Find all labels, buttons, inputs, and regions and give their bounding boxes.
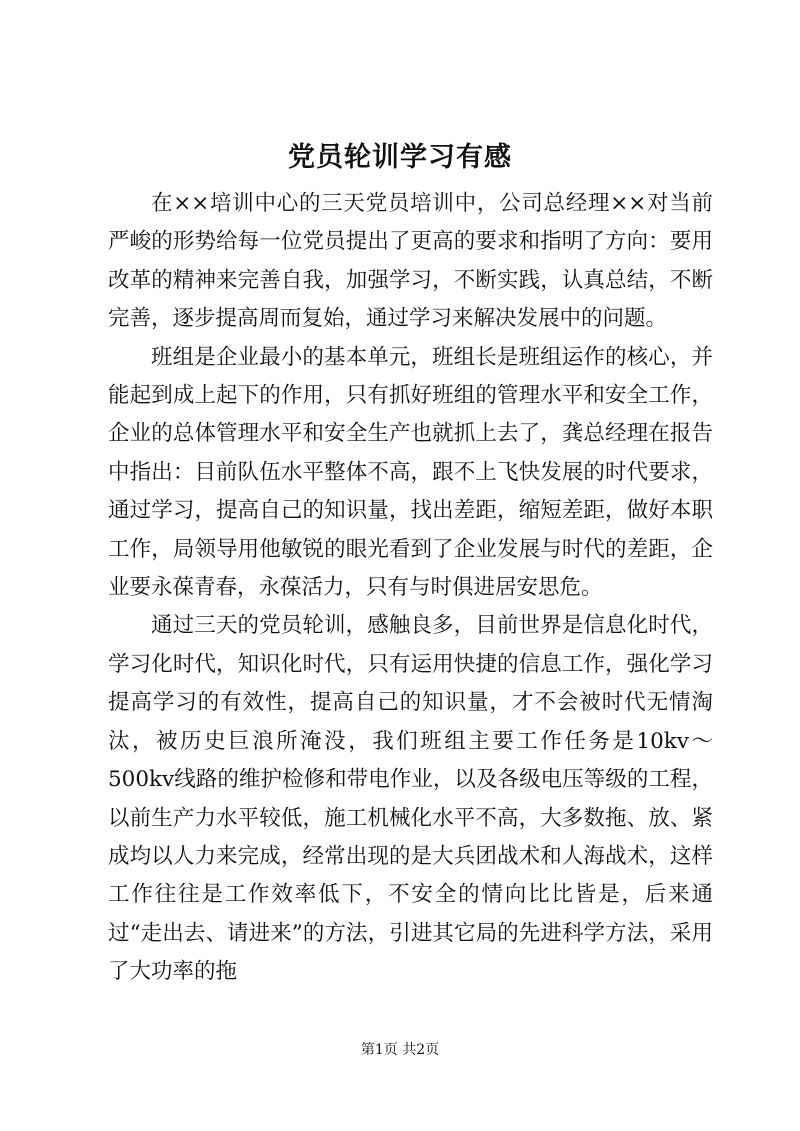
paragraph-1: 在××培训中心的三天党员培训中，公司总经理××对当前严峻的形势给每一位党员提出了更高的要求和指明了方向：要用改革的精神来完善自我，加强学习，不断实践，认真总结，不断完善，逐步提高周而复始，通过学习来解决发展中的问题。 (108, 191, 713, 332)
document-body (108, 185, 713, 992)
paragraph-2: 班组是企业最小的基本单元，班组长是班组运作的核心，并能起到成上起下的作用，只有抓好班组的管理水平和安全工作，企业的总体管理水平和安全生产也就抓上去了，龚总经理在报告中指出：目前队伍水平整体不高，跟不上飞快发展的时代要求，通过学习，提高自己的知识量，找出差距，缩短差距，做好本职工作，局领导用他敏锐的眼光看到了企业发展与时代的差距，企业要永葆青春，永葆活力，只有与时俱进居安思危。 (108, 344, 713, 601)
page-number-footer: 第1页 共2页 (360, 1042, 440, 1058)
paragraph-3: 通过三天的党员轮训，感触良多，目前世界是信息化时代，学习化时代，知识化时代，只有运用快捷的信息工作，强化学习提高学习的有效性，提高自己的知识量，才不会被时代无情淘汰，被历史巨浪所淹没，我们班组主要工作任务是10kv～500kv线路的维护检修和带电作业，以及各级电压等级的工程，以前生产力水平较低，施工机械化水平不高，大多数拖、放、紧成均以人力来完成，经常出现的是大兵团战术和人海战术，这样工作往往是工作效率低下，不安全的情向比比皆是，后来通过“走出去、请进来”的方法，引进其它局的先进科学方法，采用了大功率的拖 (108, 613, 713, 985)
document-title: 党员轮训学习有感 (288, 142, 512, 173)
